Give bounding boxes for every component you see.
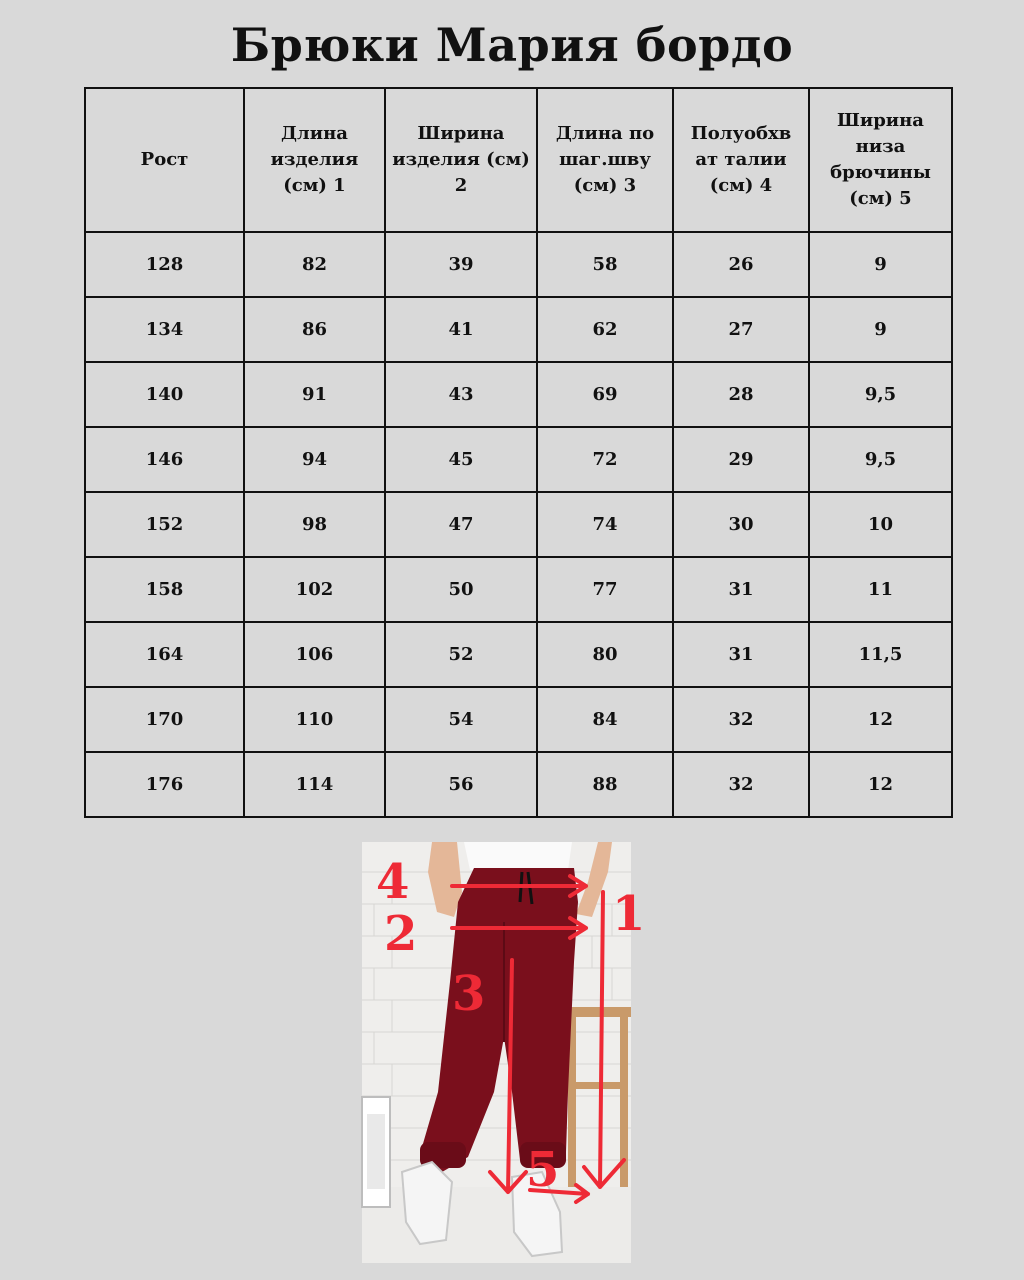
table-cell: 86 — [244, 297, 385, 362]
table-cell: 91 — [244, 362, 385, 427]
floor — [362, 1187, 631, 1263]
header-height: Рост — [85, 88, 244, 232]
header-width: Ширина изделия (см) 2 — [385, 88, 537, 232]
table-cell: 9 — [809, 232, 952, 297]
table-row — [85, 232, 952, 297]
table-cell: 12 — [809, 687, 952, 752]
marker-label-4: 4 — [376, 854, 410, 910]
table-cell: 39 — [385, 232, 537, 297]
table-cell: 12 — [809, 752, 952, 817]
table-cell: 45 — [385, 427, 537, 492]
table-row — [85, 557, 952, 622]
table-cell: 77 — [537, 557, 673, 622]
table-cell: 27 — [673, 297, 809, 362]
table-row — [85, 752, 952, 817]
table-cell: 62 — [537, 297, 673, 362]
header-half-waist: Полуобхв ат талии (см) 4 — [673, 88, 809, 232]
size-table — [84, 87, 953, 818]
table-cell: 110 — [244, 687, 385, 752]
table-cell: 84 — [537, 687, 673, 752]
table-cell: 11,5 — [809, 622, 952, 687]
table-header-row — [85, 88, 952, 232]
table-cell: 152 — [85, 492, 244, 557]
header-length: Длина изделия (см) 1 — [244, 88, 385, 232]
table-cell: 9,5 — [809, 427, 952, 492]
product-photo — [362, 842, 646, 1263]
table-cell: 164 — [85, 622, 244, 687]
table-cell: 31 — [673, 557, 809, 622]
table-cell: 114 — [244, 752, 385, 817]
lantern — [362, 1097, 390, 1207]
table-cell: 32 — [673, 687, 809, 752]
table-cell: 54 — [385, 687, 537, 752]
table-cell: 47 — [385, 492, 537, 557]
table-cell: 50 — [385, 557, 537, 622]
table-cell: 134 — [85, 297, 244, 362]
table-row — [85, 492, 952, 557]
table-cell: 52 — [385, 622, 537, 687]
table-cell: 72 — [537, 427, 673, 492]
table-cell: 98 — [244, 492, 385, 557]
table-row — [85, 297, 952, 362]
table-cell: 102 — [244, 557, 385, 622]
table-cell: 69 — [537, 362, 673, 427]
table-row — [85, 427, 952, 492]
table-cell: 56 — [385, 752, 537, 817]
table-cell: 31 — [673, 622, 809, 687]
table-row — [85, 362, 952, 427]
table-cell: 106 — [244, 622, 385, 687]
page-title: Брюки Мария бордо — [230, 18, 794, 72]
table-cell: 30 — [673, 492, 809, 557]
white-tshirt — [464, 842, 572, 870]
table-cell: 32 — [673, 752, 809, 817]
table-cell: 146 — [85, 427, 244, 492]
marker-label-5: 5 — [526, 1142, 560, 1198]
table-cell: 9 — [809, 297, 952, 362]
table-cell: 74 — [537, 492, 673, 557]
table-row — [85, 687, 952, 752]
table-row — [85, 622, 952, 687]
table-cell: 140 — [85, 362, 244, 427]
table-cell: 11 — [809, 557, 952, 622]
table-cell: 94 — [244, 427, 385, 492]
table-cell: 41 — [385, 297, 537, 362]
table-cell: 128 — [85, 232, 244, 297]
table-cell: 9,5 — [809, 362, 952, 427]
marker-label-1: 1 — [612, 886, 646, 942]
table-cell: 170 — [85, 687, 244, 752]
marker-label-3: 3 — [452, 966, 486, 1022]
table-cell: 82 — [244, 232, 385, 297]
table-cell: 29 — [673, 427, 809, 492]
table-cell: 28 — [673, 362, 809, 427]
header-hem-width: Ширина низа брючины (см) 5 — [809, 88, 952, 232]
table-cell: 10 — [809, 492, 952, 557]
table-cell: 58 — [537, 232, 673, 297]
table-cell: 158 — [85, 557, 244, 622]
table-cell: 43 — [385, 362, 537, 427]
header-inseam: Длина по шаг.шву (см) 3 — [537, 88, 673, 232]
marker-label-2: 2 — [384, 906, 418, 962]
table-cell: 176 — [85, 752, 244, 817]
table-cell: 88 — [537, 752, 673, 817]
table-cell: 26 — [673, 232, 809, 297]
table-cell: 80 — [537, 622, 673, 687]
